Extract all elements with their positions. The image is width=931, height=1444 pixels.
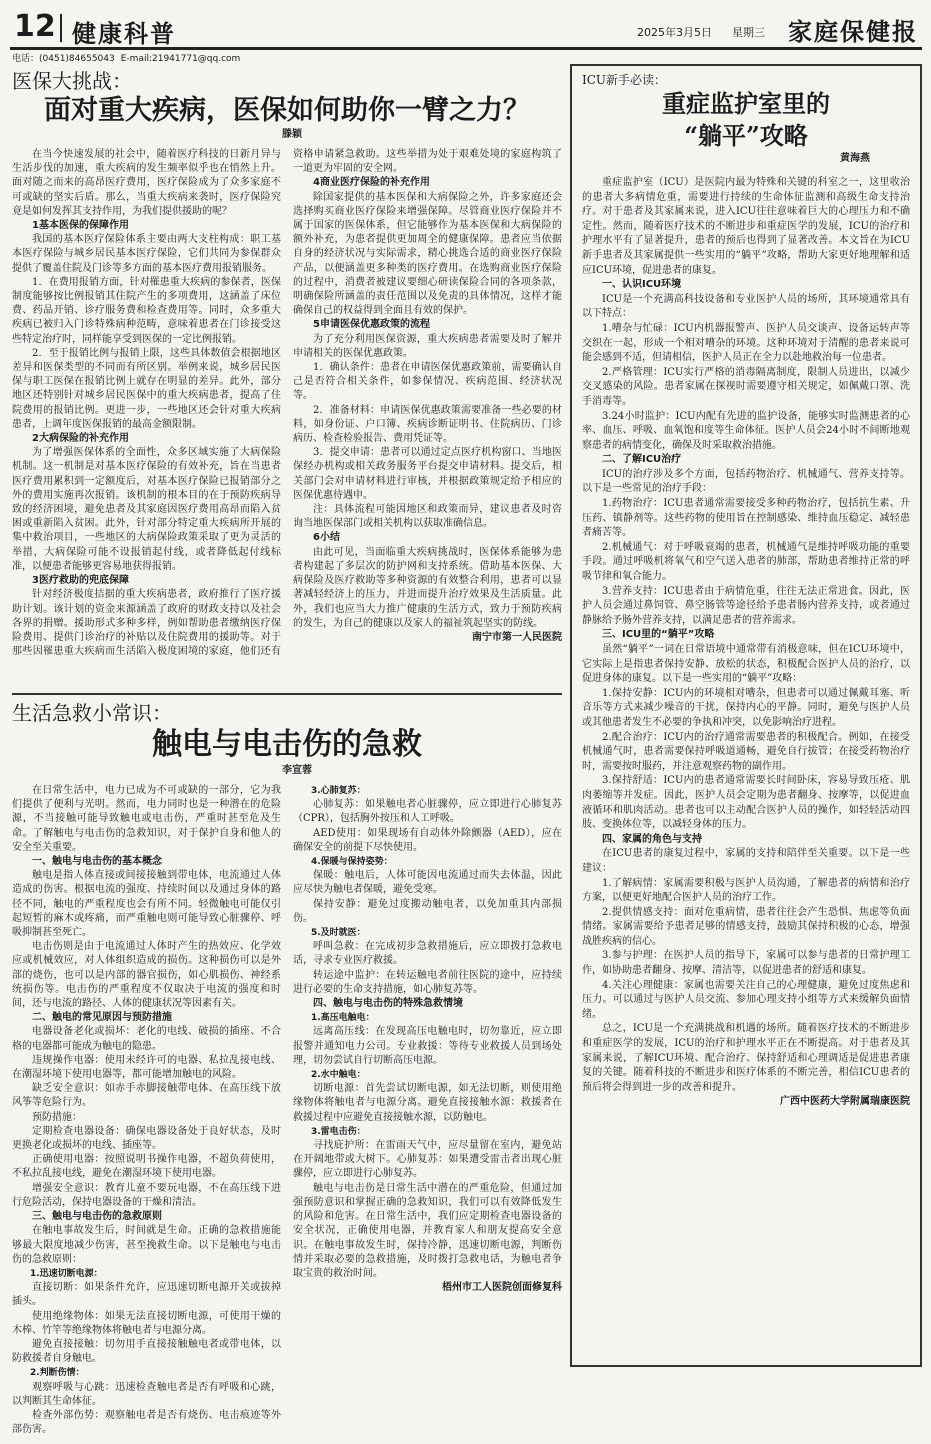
paragraph: 寻找庇护所：在雷雨天气中，应尽量留在室内，避免站在开阔地带或大树下。心肺复苏：如果遭受雷击者出现心脏骤停，应立即进行心肺复苏。 <box>293 1140 562 1180</box>
article-author: 李宣蓉 <box>282 765 312 776</box>
paragraph: 1.了解病情：家属需要积极与医护人员沟通，了解患者的病情和治疗方案，以便更好地配合医护人员的治疗工作。 <box>582 877 910 904</box>
paragraph: 1．在费用报销方面，针对罹患重大疾病的参保者，医保制度能够按比例报销其住院产生的多项费用，这涵盖了床位费、药品开销、诊疗服务费和检查费用等。同时，众多重大疾病已被归入门诊特殊病种范畴，意味着患者在门诊接受这些特定治疗时，同样能享受到医保的一定比例报销。 <box>12 276 281 345</box>
newspaper-name: 家庭保健报 <box>788 17 918 46</box>
article-body <box>12 148 562 678</box>
paragraph: 观察呼吸与心跳：迅速检查触电者是否有呼吸和心跳，以判断其生命体征。 <box>12 1381 281 1407</box>
paragraph: 在日常生活中，电力已成为不可或缺的一部分，它为我们提供了便利与光明。然而，电力同时也是一种潜在的危险源，不当接触可能导致触电或电击伤，严重时甚至危及生命。了解触电与电击伤的急救知识，对于保护自身和他人的安全至关重要。 <box>12 785 281 853</box>
hospital-signature: 南宁市第一人民医院 <box>472 631 562 643</box>
paragraph: ICU的治疗涉及多个方面，包括药物治疗、机械通气、营养支持等。以下是一些常见的治疗手段： <box>582 468 910 495</box>
paragraph: 3.24小时监护：ICU内配有先进的监护设备，能够实时监测患者的心率、血压、呼吸、血氧饱和度等生命体征。医护人员会24小时不间断地观察患者的病情变化，确保及时采取救治措施。 <box>582 410 910 451</box>
paragraph: 直接切断：如果条件允许，应迅速切断电源开关或拔掉插头。 <box>12 1282 281 1308</box>
paragraph: 心肺复苏：如果触电者心脏骤停，应立即进行心肺复苏（CPR），包括胸外按压和人工呼吸。 <box>293 799 562 825</box>
paragraph: 1.保持安静：ICU内的环境相对嘈杂，但患者可以通过佩戴耳塞、听音乐等方式来减少噪音的干扰，保持内心的平静。同时，避免与医护人员或其他患者发生不必要的争执和冲突，以免影响治疗进程。 <box>582 687 910 728</box>
paragraph: 2．准备材料：申请医保优惠政策需要准备一些必要的材料，如身份证、户口簿、疾病诊断证明书、住院病历、门诊病历、检查检验报告、费用凭证等。 <box>293 404 562 445</box>
paragraph: 3.营养支持：ICU患者由于病情危重，往往无法正常进食。因此，医护人员会通过鼻饲管、鼻空肠管等途径给予患者肠内营养支持，或者通过静脉给予肠外营养支持，以满足患者的营养需求。 <box>582 585 910 626</box>
paragraph: 远离高压线：在发现高压电触电时，切勿靠近，应立即报警并通知电力公司。专业救援：等待专业救援人员到场处理，切勿尝试自行切断高压电源。 <box>293 1026 562 1066</box>
paragraph: 使用绝缘物体：如果无法直接切断电源，可使用干燥的木棒、竹竿等绝缘物体将触电者与电源分离。 <box>12 1310 281 1336</box>
subsection-heading: 3.心肺复苏： <box>311 786 366 796</box>
paragraph: 呼叫急救：在完成初步急救措施后，应立即拨打急救电话，寻求专业医疗救援。 <box>293 941 562 967</box>
paragraph: 在ICU患者的康复过程中，家属的支持和陪伴至关重要。以下是一些建议： <box>582 848 910 874</box>
subsection-heading: 2.判断伤情： <box>30 1368 85 1379</box>
article-icu-guide <box>570 64 922 1367</box>
section-heading: 二、了解ICU治疗 <box>602 454 682 466</box>
paragraph: 电器设备老化或损坏：老化的电线、破损的插座、不合格的电器都可能成为触电的隐患。 <box>12 1026 281 1052</box>
paragraph: 检查外部伤势：观察触电者是否有烧伤、电击痕迹等外部伤害。 <box>12 1409 281 1436</box>
hospital-signature: 广西中医药大学附属瑞康医院 <box>780 1096 910 1108</box>
section-heading: 一、认识ICU环境 <box>602 279 682 291</box>
paragraph: 保暖：触电后，人体可能因电流通过而失去体温，因此应尽快为触电者保暖，避免受寒。 <box>293 870 562 896</box>
paragraph: 预防措施： <box>32 1111 82 1123</box>
article-body <box>12 784 562 1444</box>
article-title-line1: 重症监护室里的 <box>662 89 830 118</box>
paragraph: 3.保持舒适：ICU内的患者通常需要长时间卧床，容易导致压疮、肌肉萎缩等并发症。因此，医护人员会定期为患者翻身、按摩等，以促进血液循环和肌肉活动。患者也可以主动配合医护人员的操作，如轻轻活动四肢、变换体位等，以减轻身体的压力。 <box>582 775 910 831</box>
paragraph: 2．至于报销比例与报销上限，这些具体数值会根据地区差异和医保类型的不同而有所区别。举例来说，城乡居民医保与职工医保在报销比例上就存在明显的差异。此外，部分地区还特别针对城乡居民医保中的重大疾病患者，提高了住院费用的报销比例。更进一步，一些地区还会针对重大疾病患者，上调年度医保报销的最高金额限制。 <box>12 347 281 430</box>
paragraph: 由此可见，当面临重大疾病挑战时，医保体系能够为患者构建起了多层次的防护网和支持系统。借助基本医保、大病保险及医疗救助等多种资源的有效整合利用，患者可以显著减轻经济上的压力，并进而提升治疗效果及生活质量。此外，我们也应当大力推广健康的生活方式，致力于预防疾病的发生，为自己的健康以及家人的福祉筑起坚实的防线。 <box>293 546 562 629</box>
paragraph: 转运途中监护：在转运触电者前往医院的途中，应持续进行必要的生命支持措施，如心肺复苏等。 <box>293 969 562 995</box>
paragraph: 缺乏安全意识：如赤手赤脚接触带电体、在高压线下放风筝等危险行为。 <box>12 1083 281 1109</box>
paragraph: 2.严格管理：ICU实行严格的消毒隔离制度，限制人员进出，以减少交叉感染的风险。患者家属在探视时需要遵守相关规定，如佩戴口罩、洗手消毒等。 <box>582 366 910 407</box>
paragraph: 虽然“躺平”一词在日常语境中通常带有消极意味，但在ICU环境中，它实际上是指患者保持安静、放松的状态，积极配合医护人员的治疗，以促进身体的康复。以下是一些实用的“躺平”攻略： <box>582 644 910 685</box>
article-author: 黄海燕 <box>840 153 870 164</box>
section-heading: 6小结 <box>313 532 340 544</box>
section-heading: 四、触电与电击伤的特殊急救情境 <box>313 998 463 1010</box>
paragraph: 1.药物治疗：ICU患者通常需要接受多种药物治疗，包括抗生素、升压药、镇静剂等。这些药物的使用旨在控制感染、维持血压稳定、减轻患者痛苦等。 <box>582 498 910 539</box>
section-heading: 二、触电的常见原因与预防措施 <box>32 1012 172 1024</box>
paragraph: 切断电源：首先尝试切断电源，如无法切断，则使用绝缘物体将触电者与电源分离。避免直接接触水源：救援者在救援过程中应避免直接接触水源，以防触电。 <box>293 1083 562 1123</box>
section-heading: 四、家属的角色与支持 <box>602 833 702 845</box>
paragraph: 违规操作电器：使用未经许可的电器、私拉乱接电线、在潮湿环境下使用电器等，都可能增加触电的风险。 <box>12 1054 281 1081</box>
paragraph: 重症监护室（ICU）是医院内最为特殊和关键的科室之一，这里收治的患者大多病情危重，需要进行持续的生命体征监测和高级生命支持治疗。对于患者及其家属来说，进入ICU往往意味着巨大的心理压力和不确定性。然而，随着医疗技术的不断进步和重症医学的发展，ICU的治疗和护理水平有了显著提升，患者的预后也得到了显著改善。本文旨在为ICU新手患者及其家属提供一些实用的“躺平”攻略，帮助大家更好地理解和适应ICU环境，促进患者的康复。 <box>582 177 910 276</box>
section-heading: 3医疗救助的兜底保障 <box>32 575 129 587</box>
paragraph: 4.关注心理健康：家属也需要关注自己的心理健康，避免过度焦虑和压力。可以通过与医护人员交流、参加心理支持小组等方式来缓解负面情绪。 <box>582 979 910 1020</box>
paragraph: 总之，ICU是一个充满挑战和机遇的场所。随着医疗技术的不断进步和重症医学的发展，ICU的治疗和护理水平正在不断提高。对于患者及其家属来说，了解ICU环境、配合治疗、保持舒适和心理调适是促进患者康复的关键。随着科技的不断进步和医疗体系的不断完善，相信ICU患者的预后将会得到进一步的改善和提升。 <box>582 1023 910 1093</box>
paragraph: 定期检查电器设备：确保电器设备处于良好状态，及时更换老化或损坏的电线、插座等。 <box>12 1125 281 1152</box>
section-name: 健康科普 <box>72 19 176 48</box>
paragraph: 1．确认条件：患者在申请医保优惠政策前，需要确认自己是否符合相关条件，如参保情况、疾病范围、经济状况等。 <box>293 362 562 402</box>
article-title-line2: “躺平”攻略 <box>684 121 808 150</box>
paragraph: 触电是指人体直接或间接接触到带电体，电流通过人体造成的伤害。根据电流的强度、持续时间以及通过身体的路径不同，触电的严重程度也会有所不同。轻微触电可能仅引起短暂的麻木或疼痛，而严重触电则可能导致心脏骤停、呼吸抑制甚至死亡。 <box>12 870 281 939</box>
page-number: 12 <box>14 9 56 44</box>
paragraph: 3.参与护理：在医护人员的指导下，家属可以参与患者的日常护理工作，如协助患者翻身、按摩、清洁等，以促进患者的舒适和康复。 <box>582 950 910 977</box>
paragraph: 针对经济极度拮据的重大疾病患者，政府推行了医疗援助计划。该计划的资金来源涵盖了政府的财政支持以及社会各界的捐赠。援助形式多种多样，例如帮助患者缴纳医疗保险费用、提供门诊治疗的补贴以及住院费用的援助等。对于那些因罹患重大疾病而生活陷入极度困境的家庭，他们还有资格申请紧急救助。这些举措为处于艰难处境的家庭构筑了一道更为牢固的安全网。 <box>12 149 562 658</box>
section-heading: 2大病保险的补充作用 <box>32 433 129 445</box>
paragraph: 在当今快速发展的社会中，随着医疗科技的日新月异与生活步伐的加速，重大疾病的发生频率似乎也在悄然上升。面对随之而来的高昂医疗费用，医疗保险成为了众多家庭不可或缺的坚实后盾。那么，当重大疾病来袭时，医疗保险究竟是如何发挥其支持作用，为我们提供援助的呢？ <box>12 149 281 217</box>
paragraph: 为了充分利用医保资源，重大疾病患者需要及时了解并申请相关的医保优惠政策。 <box>293 333 562 359</box>
section-heading: 三、ICU里的“躺平”攻略 <box>602 629 715 641</box>
paragraph: 我国的基本医疗保险体系主要由两大支柱构成：职工基本医疗保险与城乡居民基本医疗保险，它们共同为参保群众提供了覆盖住院及门诊等多方面的基本医疗费用报销服务。 <box>12 234 281 274</box>
subsection-heading: 3.雷电击伤： <box>311 1126 366 1137</box>
subsection-heading: 4.保暖与保持姿势： <box>311 857 393 868</box>
paragraph: 除国家提供的基本医保和大病保险之外，许多家庭还会选择购买商业医疗保险来增强保障。尽管商业医疗保险并不属于国家的医保体系，但它能够作为基本医保和大病保险的额外补充，为患者提供更加周全的健康保障。患者应当依据自身的经济状况与实际需求，精心挑选合适的商业医疗保险产品，以便涵盖更多种类的医疗费用。在选购商业医疗保险的过程中，消费者被建议要细心研读保险合同的各项条款，明确保险所涵盖的责任范围以及免责的具体情况，这样才能确保自己的权益得到全面且有效的保护。 <box>293 191 562 317</box>
paragraph: 为了增强医保体系的全面性，众多区域实施了大病保险机制。这一机制是对基本医疗保险的有效补充，旨在当患者医疗费用累积到一定额度后，对基本医疗保险已报销部分之外的费用实施再次报销。该机制的根本目的在于预防疾病导致的经济困境，避免患者及其家庭因医疗费用高昂而陷入贫困或重新陷入贫困。此外，针对部分特定重大疾病所开展的集中救治项目，一些地区的大病保险政策采取了更为灵活的举措，大病保险可能不设报销起付线，或者降低起付线标准，以便患者能够更容易地获得报销。 <box>12 447 281 572</box>
article-divider <box>12 693 562 695</box>
article-title: 触电与电击伤的急救 <box>152 727 422 762</box>
paragraph: 2.提供情感支持：面对危重病情，患者往往会产生恐惧、焦虑等负面情绪。家属需要给予患者足够的情感支持，鼓励其保持积极的心态，增强战胜疾病的信心。 <box>582 906 910 947</box>
paragraph: 保持安静：避免过度搬动触电者，以免加重其内部损伤。 <box>293 898 562 924</box>
paragraph: 在触电事故发生后，时间就是生命。正确的急救措施能够最大限度地减少伤害，甚至挽救生命。以下是触电与电击伤的急救原则： <box>12 1225 281 1265</box>
section-heading: 一、触电与电击伤的基本概念 <box>32 856 162 868</box>
header-divider <box>60 14 62 42</box>
paragraph: 注：具体流程可能因地区和政策而异，建议患者及时咨询当地医保部门或相关机构以获取准确信息。 <box>293 504 562 530</box>
paragraph: ICU是一个充满高科技设备和专业医护人员的场所，其环境通常具有以下特点： <box>582 293 910 320</box>
paragraph: 避免直接接触：切勿用手直接接触触电者或带电体，以防救援者自身触电。 <box>12 1338 281 1365</box>
article-body <box>582 176 910 1110</box>
paragraph: 1.嘈杂与忙碌：ICU内机器报警声、医护人员交谈声、设备运转声等交织在一起，形成一个相对嘈杂的环境。这种环境对于清醒的患者来说可能会感到不适，但请相信，医护人员正在全力以赴地救治每一位患者。 <box>582 322 910 364</box>
article-electric-shock <box>12 700 562 1444</box>
paragraph: AED使用：如果现场有自动体外除颤器（AED），应在确保安全的前提下尽快使用。 <box>293 827 562 853</box>
article-medical-insurance <box>12 68 562 688</box>
article-title: 面对重大疾病，医保如何助你一臂之力？ <box>44 95 530 126</box>
page-header <box>10 6 922 50</box>
paragraph: 2.机械通气：对于呼吸衰竭的患者，机械通气是维持呼吸功能的重要手段。通过呼吸机将氧气和空气送入患者的肺部，帮助患者维持正常的呼吸节律和氧合能力。 <box>582 541 910 583</box>
article-kicker: 医保大挑战： <box>12 69 132 93</box>
section-heading: 4商业医疗保险的补充作用 <box>313 177 430 189</box>
section-heading: 1基本医保的保障作用 <box>32 220 129 232</box>
paragraph: 触电与电击伤是日常生活中潜在的严重危险，但通过加强预防意识和掌握正确的急救知识，我们可以有效降低发生的风险和危害。在日常生活中，我们应定期检查电器设备的安全状况，正确使用电器，并教育家人和朋友提高安全意识。在触电事故发生时，保持冷静，迅速切断电源，判断伤情并采取必要的急救措施，及时拨打急救电话，为触电者争取宝贵的救治时间。 <box>293 1182 562 1279</box>
subsection-heading: 1.迅速切断电源： <box>30 1268 103 1279</box>
contact-email: E-mail:21941771@qq.com <box>120 54 241 64</box>
section-heading: 三、触电与电击伤的急救原则 <box>32 1211 162 1223</box>
paragraph: 2.配合治疗：ICU内的治疗通常需要患者的积极配合。例如，在接受机械通气时，患者需要保持呼吸道通畅，避免自行拔管；在接受药物治疗时，需要按时服药，并注意观察药物的副作用。 <box>582 731 910 772</box>
paragraph: 正确使用电器：按照说明书操作电器，不超负荷使用，不私拉乱接电线，避免在潮湿环境下使用电器。 <box>12 1154 281 1180</box>
hospital-signature: 梧州市工人医院创面修复科 <box>442 1282 562 1294</box>
article-kicker: ICU新手必读： <box>582 73 667 87</box>
article-kicker: 生活急救小常识： <box>12 701 172 725</box>
subsection-heading: 2.水中触电： <box>311 1070 366 1081</box>
issue-weekday: 星期三 <box>732 26 765 39</box>
section-heading: 5申请医保优惠政策的流程 <box>313 319 430 331</box>
contact-phone: 电话：(0451)84655043 <box>12 54 115 64</box>
article-author: 滕颖 <box>282 129 302 140</box>
subsection-heading: 5.及时就医： <box>311 928 366 939</box>
paragraph: 3．提交申请：患者可以通过定点医疗机构窗口、当地医保经办机构或相关政务服务平台提交申请材料。提交后，相关部门会对申请材料进行审核，并根据政策规定给予相应的医保优惠待遇申。 <box>293 447 562 501</box>
paragraph: 电击伤则是由于电流通过人体时产生的热效应、化学效应或机械效应，对人体组织造成的损伤。这种损伤可以是外部的烧伤，也可以是内部的器官损伤，如心肌损伤、神经系统损伤等。电击伤的严重程度不仅取决于电流的强度和时间，还与电流的路径、人体的健康状况等因素有关。 <box>12 941 281 1010</box>
contact-line <box>12 51 246 64</box>
issue-date: 2025年3月5日 <box>637 26 712 39</box>
paragraph: 增强安全意识：教育儿童不要玩电器，不在高压线下进行危险活动，保持电器设备的干燥和清洁。 <box>12 1182 281 1208</box>
subsection-heading: 1.高压电触电： <box>311 1013 375 1024</box>
